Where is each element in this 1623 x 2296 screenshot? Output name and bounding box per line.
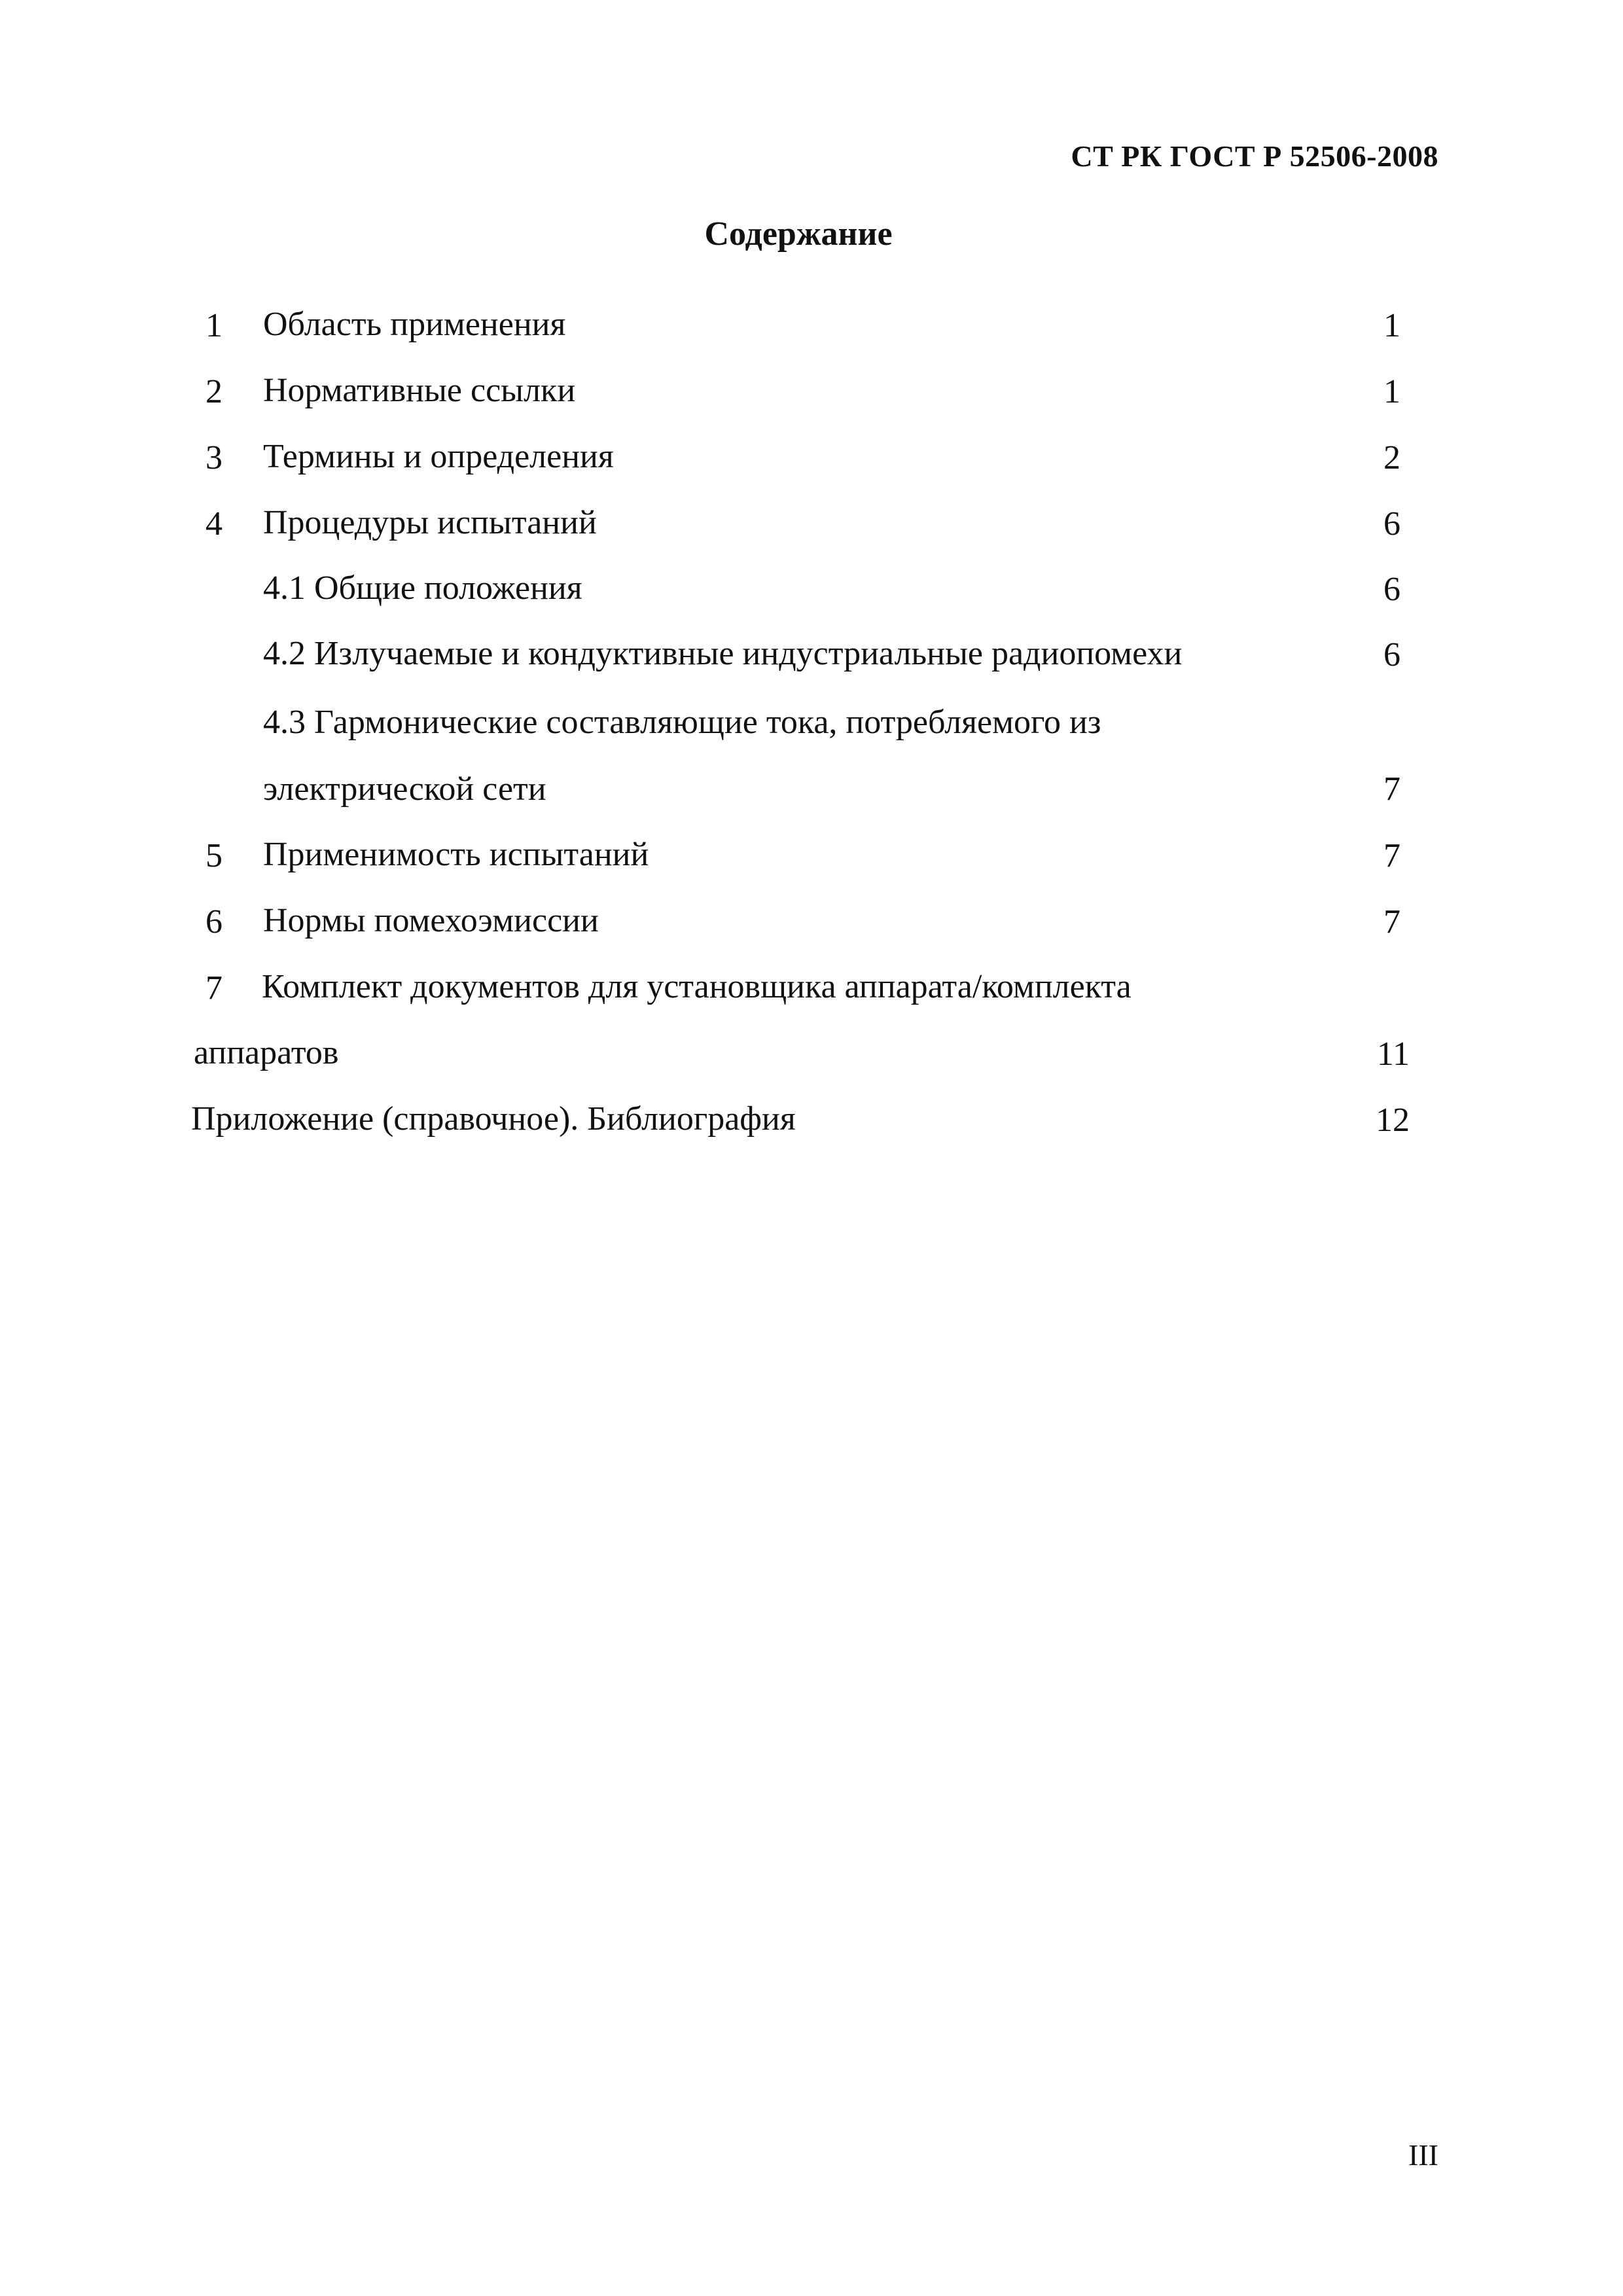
toc-entry-title: Приложение (справочное). Библиография: [191, 1100, 796, 1138]
toc-entry-number: 1: [205, 307, 223, 344]
toc-title: Содержание: [704, 215, 893, 253]
toc-entry-page: 2: [1383, 439, 1400, 476]
toc-entry-title: Нормы помехоэмиссии: [263, 902, 599, 939]
toc-entry-title-continued: электрической сети: [263, 770, 546, 808]
toc-entry-title: 4.2 Излучаемые и кондуктивные индустриальные радиопомехи: [263, 635, 1183, 672]
toc-entry-page: 6: [1383, 636, 1400, 673]
toc-entry-title: 4.3 Гармонические составляющие тока, потребляемого из: [263, 704, 1101, 741]
toc-entry-title: Термины и определения: [263, 438, 614, 475]
toc-entry-number: 5: [205, 837, 223, 874]
toc-entry-number: 6: [205, 903, 223, 941]
toc-entry-page: 7: [1383, 837, 1400, 874]
toc-entry-title: 4.1 Общие положения: [263, 569, 582, 607]
toc-entry-page: 12: [1376, 1102, 1410, 1139]
toc-entry-page: 1: [1383, 373, 1400, 410]
toc-entry-page: 7: [1383, 770, 1400, 808]
toc-entry-number: 7: [205, 969, 223, 1007]
toc-entry-number: 3: [205, 439, 223, 476]
toc-entry-page: 6: [1383, 505, 1400, 543]
toc-entry-page: 1: [1383, 307, 1400, 344]
toc-entry-title: Область применения: [263, 306, 566, 343]
toc-entry-title: Применимость испытаний: [263, 836, 649, 873]
toc-entry-title-continued: аппаратов: [194, 1034, 339, 1071]
toc-entry-page: 11: [1376, 1035, 1410, 1073]
toc-entry-title: Процедуры испытаний: [263, 504, 597, 541]
toc-entry-number: 2: [205, 373, 223, 410]
toc-entry-title: Комплект документов для установщика аппарата/комплекта: [262, 968, 1132, 1005]
document-code: СТ РК ГОСТ Р 52506-2008: [1071, 139, 1438, 173]
page-number: III: [1408, 2138, 1438, 2172]
toc-entry-page: 7: [1383, 903, 1400, 941]
toc-entry-page: 6: [1383, 571, 1400, 608]
toc-entry-title: Нормативные ссылки: [263, 372, 576, 409]
toc-entry-number: 4: [205, 505, 223, 543]
